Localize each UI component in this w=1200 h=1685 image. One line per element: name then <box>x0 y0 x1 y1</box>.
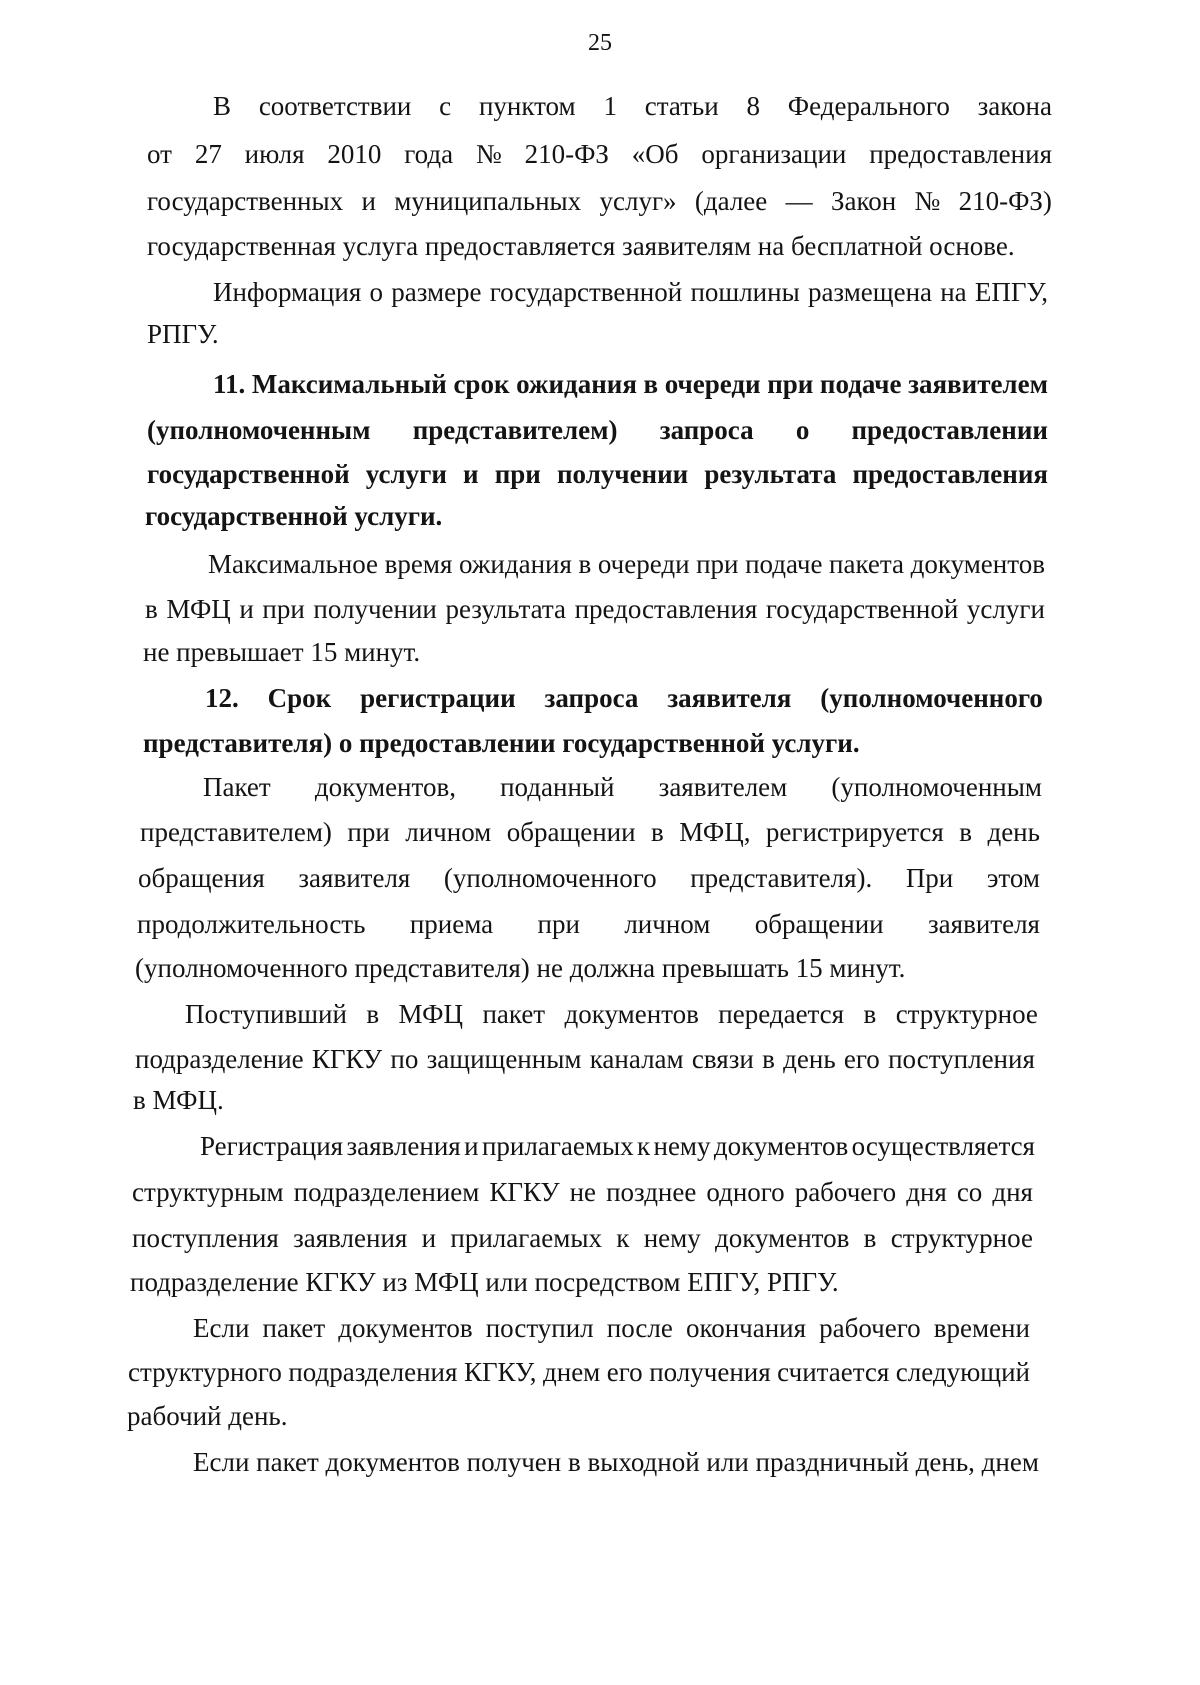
text-line: структурного подразделения КГКУ, днем его получения считается следующий <box>128 1357 1030 1387</box>
text-line: государственной услуги и при получении результата предоставления <box>147 459 1048 489</box>
text-line: (уполномоченного представителя) не должна превышать 15 минут. <box>135 953 906 983</box>
text-line: в МФЦ и при получении результата предоставления государственной услуги <box>145 594 1045 624</box>
text-line: (уполномоченным представителем) запроса о предоставлении <box>147 415 1048 445</box>
text-line: Регистрация заявления и прилагаемых к нему документов осуществляется <box>200 1131 1035 1161</box>
text-line: от 27 июля 2010 года № 210-ФЗ «Об организации предоставления <box>147 139 1052 169</box>
text-line: 12. Срок регистрации запроса заявителя (уполномоченного <box>205 683 1043 713</box>
text-line: не превышает 15 минут. <box>143 637 421 667</box>
text-line: 11. Максимальный срок ожидания в очереди при подаче заявителем <box>213 369 1048 399</box>
text-line: В соответствии с пунктом 1 статьи 8 Федерального закона <box>213 91 1052 121</box>
text-line: государственная услуга предоставляется заявителям на бесплатной основе. <box>147 231 1015 261</box>
text-line: Информация о размере государственной пошлины размещена на ЕПГУ, <box>213 277 1048 307</box>
text-line: Если пакет документов поступил после окончания рабочего времени <box>193 1313 1030 1343</box>
text-line: Пакет документов, поданный заявителем (уполномоченным <box>203 772 1042 802</box>
text-line: Если пакет документов получен в выходной или праздничный день, днем <box>193 1447 1039 1477</box>
text-line: обращения заявителя (уполномоченного представителя). При этом <box>138 863 1040 893</box>
text-line: представителем) при личном обращении в МФЦ, регистрируется в день <box>140 817 1040 847</box>
text-line: подразделение КГКУ по защищенным каналам связи в день его поступления <box>135 1044 1035 1074</box>
text-line: продолжительность приема при личном обращении заявителя <box>137 909 1040 939</box>
text-line: представителя) о предоставлении государственной услуги. <box>143 728 860 758</box>
text-line: подразделение КГКУ из МФЦ или посредством ЕПГУ, РПГУ. <box>130 1267 839 1297</box>
text-line: Максимальное время ожидания в очереди при подаче пакета документов <box>208 549 1045 579</box>
text-line: государственных и муниципальных услуг» (далее — Закон № 210-ФЗ) <box>147 186 1052 216</box>
text-line: структурным подразделением КГКУ не позднее одного рабочего дня со дня <box>132 1177 1033 1207</box>
page-number: 25 <box>588 30 612 56</box>
text-line: рабочий день. <box>127 1401 288 1431</box>
text-line: РПГУ. <box>147 319 219 349</box>
text-line: государственной услуги. <box>145 501 443 531</box>
text-line: в МФЦ. <box>133 1085 224 1115</box>
text-line: Поступивший в МФЦ пакет документов передается в структурное <box>185 999 1038 1029</box>
text-line: поступления заявления и прилагаемых к нему документов в структурное <box>132 1223 1033 1253</box>
